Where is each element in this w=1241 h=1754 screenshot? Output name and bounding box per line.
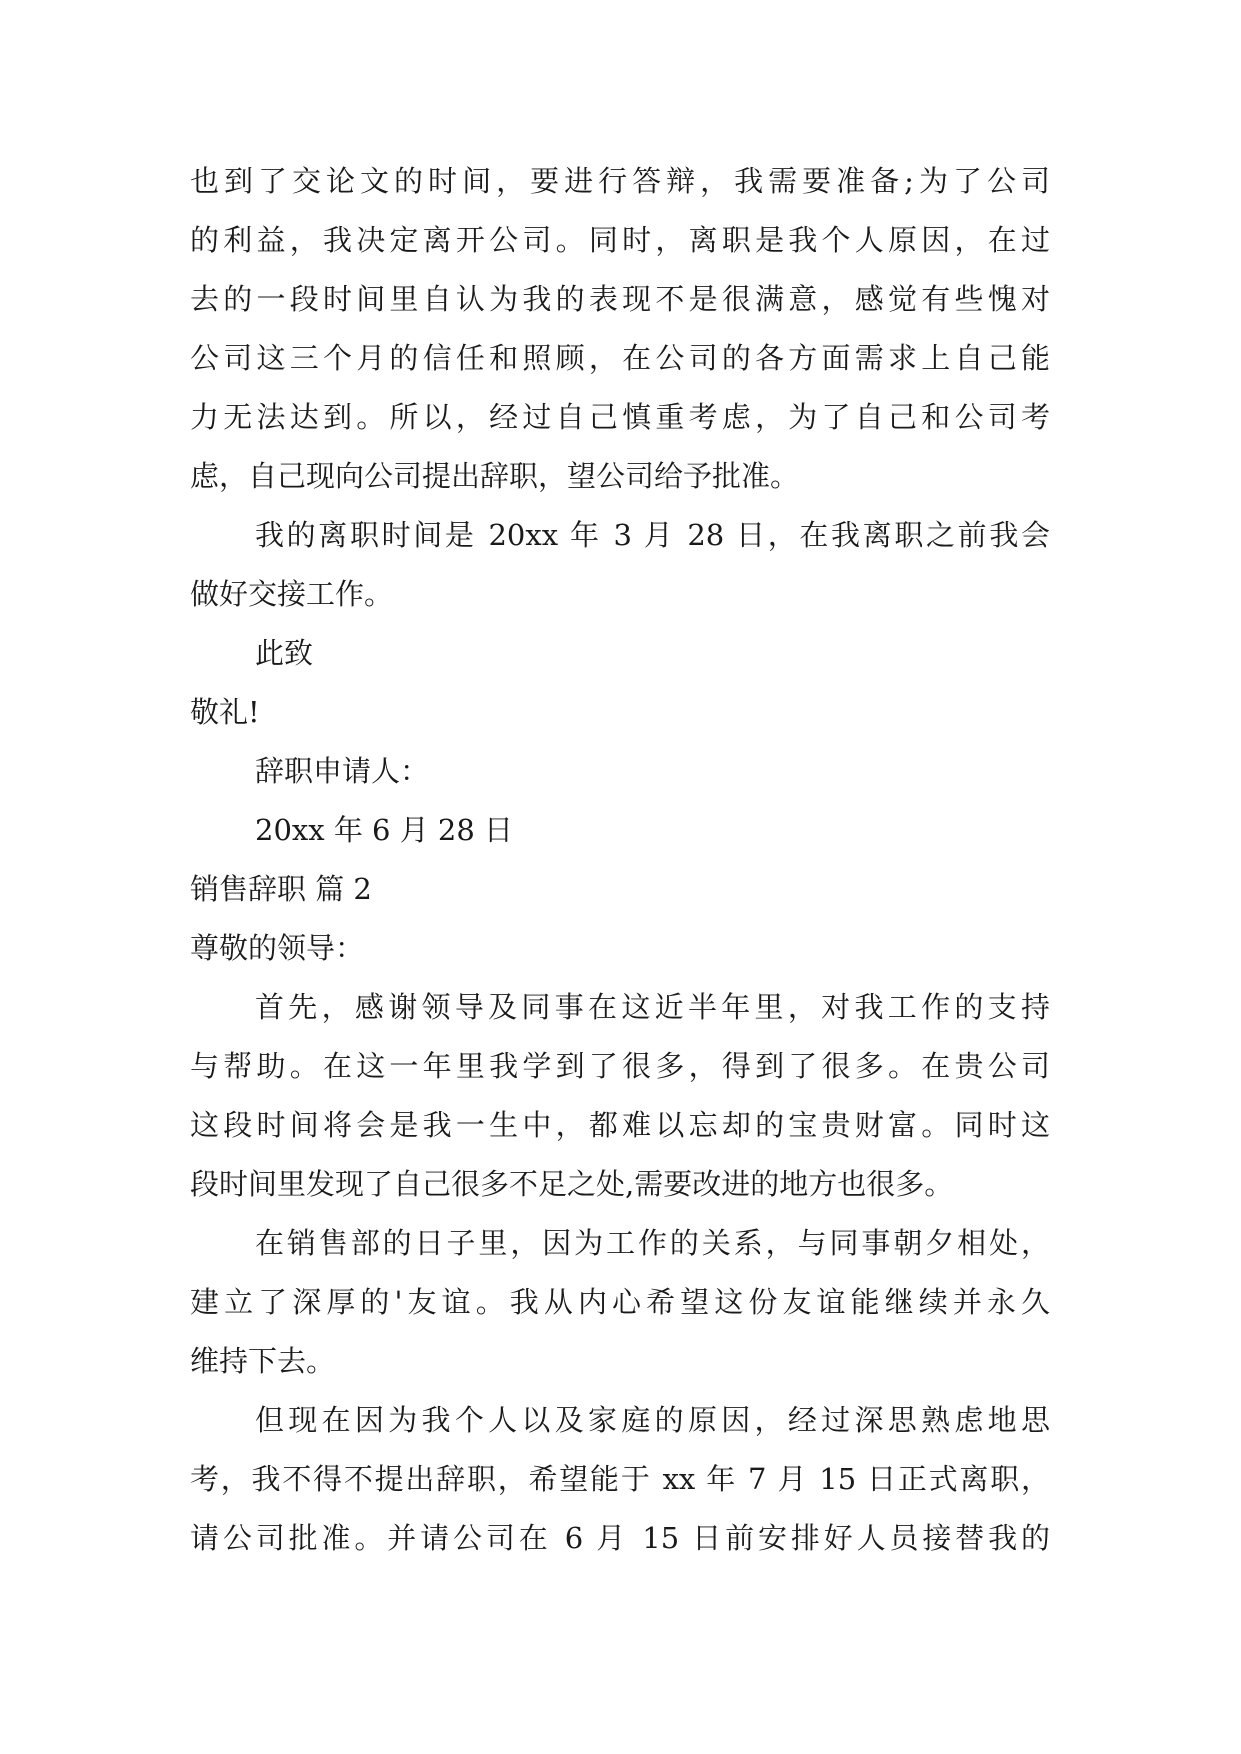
text-line: 公司这三个月的信任和照顾，在公司的各方面需求上自己能 bbox=[190, 341, 1050, 375]
text-line: 这段时间将会是我一生中，都难以忘却的宝贵财富。同时这 bbox=[190, 1108, 1050, 1142]
text-line: 也到了交论文的时间，要进行答辩，我需要准备;为了公司 bbox=[190, 164, 1050, 198]
signature-date: 20xx 年 6 月 28 日 bbox=[255, 813, 514, 847]
text-line: 与帮助。在这一年里我学到了很多，得到了很多。在贵公司 bbox=[190, 1049, 1050, 1083]
text-line: 做好交接工作。 bbox=[190, 577, 394, 611]
text-line: 请公司批准。并请公司在 6 月 15 日前安排好人员接替我的 bbox=[190, 1521, 1050, 1555]
text-line: 的利益，我决定离开公司。同时，离职是我个人原因，在过 bbox=[190, 223, 1050, 257]
text-line: 在销售部的日子里，因为工作的关系，与同事朝夕相处， bbox=[255, 1226, 1050, 1260]
text-line: 首先，感谢领导及同事在这近半年里，对我工作的支持 bbox=[255, 990, 1050, 1024]
text-line: 段时间里发现了自己很多不足之处,需要改进的地方也很多。 bbox=[190, 1167, 954, 1201]
section-heading: 销售辞职 篇 2 bbox=[190, 872, 372, 906]
text-line: 力无法达到。所以，经过自己慎重考虑，为了自己和公司考 bbox=[190, 400, 1050, 434]
text-line: 虑，自己现向公司提出辞职，望公司给予批准。 bbox=[190, 459, 800, 493]
text-line: 但现在因为我个人以及家庭的原因，经过深思熟虑地思 bbox=[255, 1403, 1050, 1437]
text-line: 维持下去。 bbox=[190, 1344, 336, 1378]
signature-label: 辞职申请人： bbox=[255, 754, 430, 788]
letter-greeting: 尊敬的领导： bbox=[190, 931, 365, 965]
text-line: 考，我不得不提出辞职，希望能于 xx 年 7 月 15 日正式离职， bbox=[190, 1462, 1050, 1496]
salutation-respect: 敬礼! bbox=[190, 695, 260, 729]
text-line: 建立了深厚的'友谊。我从内心希望这份友谊能继续并永久 bbox=[190, 1285, 1050, 1319]
document-body bbox=[190, 152, 1050, 1568]
text-line: 我的离职时间是 20xx 年 3 月 28 日，在我离职之前我会 bbox=[255, 518, 1050, 552]
text-line: 去的一段时间里自认为我的表现不是很满意，感觉有些愧对 bbox=[190, 282, 1050, 316]
salutation-closing: 此致 bbox=[255, 636, 314, 670]
